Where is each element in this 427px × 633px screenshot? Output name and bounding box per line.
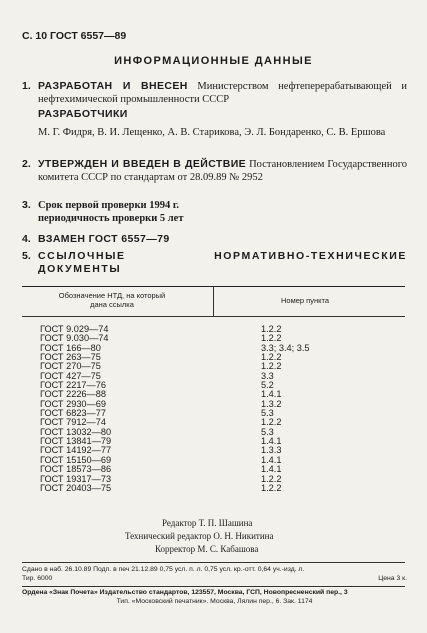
table-cell-ref: ГОСТ 270—75 — [40, 361, 101, 372]
table-column-divider — [213, 287, 214, 316]
section-1-number: 1. — [22, 80, 31, 92]
table-cell-ref: ГОСТ 2217—76 — [40, 380, 106, 391]
table-cell-clause: 3.3; 3.4; 3.5 — [261, 342, 310, 353]
table-cell-clause: 1.2.2 — [261, 473, 282, 484]
section-4 — [22, 233, 407, 246]
table-cell-ref: ГОСТ 13032—80 — [40, 426, 112, 437]
table-cell-ref: ГОСТ 427—75 — [40, 370, 101, 381]
table-cell-clause: 1.3.2 — [261, 398, 282, 409]
table-cell-clause: 1.4.1 — [261, 464, 282, 475]
section-3-number: 3. — [22, 199, 31, 211]
imprint-bottom-rule — [22, 586, 405, 587]
section-3-line-2: периодичность проверки 5 лет — [38, 213, 184, 224]
table-cell-clause: 3.3 — [261, 370, 274, 381]
section-4-heading: ВЗАМЕН ГОСТ 6557—79 — [38, 233, 170, 245]
table-cell-ref: ГОСТ 14192—77 — [40, 445, 112, 456]
section-3 — [22, 199, 407, 225]
section-3-line-1: Срок первой проверки 1994 г. — [38, 200, 180, 211]
developers-names: М. Г. Фидря, В. И. Лещенко, А. В. Старикова, Э. Л. Бондаренко, С. В. Ершова — [38, 127, 386, 138]
table-header-rule — [22, 316, 405, 317]
imprint-line-1: Сдано в наб. 26.10.89 Подп. в печ 21.12.89 0,75 усл. п. л. 0,75 усл. кр.-отт. 0,64 уч.-изд. л. — [22, 566, 305, 573]
section-5-heading: ССЫЛОЧНЫЕ НОРМАТИВНО-ТЕХНИЧЕСКИЕ ДОКУМЕНТЫ — [38, 250, 407, 275]
table-col1-values — [40, 325, 111, 493]
table-cell-ref: ГОСТ 15150—69 — [40, 454, 112, 465]
table-cell-clause: 1.4.1 — [261, 436, 282, 447]
table-col1-header: Обозначение НТД, на который дана ссылка — [58, 291, 166, 309]
table-cell-ref: ГОСТ 2930—69 — [40, 398, 106, 409]
proofreader-line: Корректор М. С. Кабашова — [155, 544, 259, 554]
developers-heading-block — [22, 108, 407, 121]
section-1-heading: РАЗРАБОТАН И ВНЕСЕН — [38, 80, 188, 92]
table-cell-clause: 1.4.1 — [261, 389, 282, 400]
table-cell-clause: 5.3 — [261, 426, 274, 437]
table-cell-ref: ГОСТ 2226—88 — [40, 389, 106, 400]
developers-block — [22, 126, 407, 139]
developers-heading: РАЗРАБОТЧИКИ — [38, 108, 128, 120]
table-cell-ref: ГОСТ 7912—74 — [40, 417, 106, 428]
table-cell-clause: 1.2.2 — [261, 352, 282, 363]
section-2 — [22, 158, 407, 184]
section-1 — [22, 80, 407, 106]
table-cell-clause: 1.2.2 — [261, 361, 282, 372]
credits-block — [0, 517, 427, 556]
table-cell-ref: ГОСТ 9.029—74 — [40, 324, 109, 334]
imprint-top-rule — [22, 562, 405, 563]
price: Цена 3 к. — [378, 575, 407, 582]
section-4-number: 4. — [22, 233, 31, 245]
table-cell-clause: 1.2.2 — [261, 333, 282, 344]
table-cell-clause: 1.2.2 — [261, 482, 282, 493]
table-cell-ref: ГОСТ 20403—75 — [40, 482, 112, 493]
publisher-line: Ордена «Знак Почета» Издательство стандартов, 123557, Москва, ГСП, Новопресненский пер., 3 — [22, 589, 348, 596]
section-2-text: Постановлением Государственного комитета СССР по стандартам от 28.09.89 № 2952 — [38, 159, 407, 183]
table-cell-ref: ГОСТ 9.030—74 — [40, 333, 109, 344]
table-cell-clause: 1.3.3 — [261, 445, 282, 456]
table-col2-values — [261, 325, 310, 493]
table-cell-clause: 1.2.2 — [261, 324, 282, 334]
imprint-line-2 — [22, 575, 407, 584]
table-col2-header: Номер пункта — [280, 296, 329, 305]
section-2-heading: УТВЕРЖДЕН И ВВЕДЕН В ДЕЙСТВИЕ — [38, 158, 247, 170]
tech-editor-line: Технический редактор О. Н. Никитина — [125, 531, 274, 541]
table-cell-ref: ГОСТ 166—80 — [40, 342, 101, 353]
page-header: С. 10 ГОСТ 6557—89 — [22, 30, 127, 42]
editor-line: Редактор Т. П. Шашина — [162, 518, 253, 528]
table-cell-ref: ГОСТ 18573—86 — [40, 464, 112, 475]
table-cell-ref: ГОСТ 6823—77 — [40, 408, 106, 419]
printer-line: Тип. «Московский печатник». Москва, Лялин пер., 6. Зак. 1174 — [116, 598, 313, 605]
section-1-text: Министерством нефтеперерабатывающей и нефтехимической промышленности СССР — [38, 81, 407, 105]
table-cell-clause: 5.3 — [261, 408, 274, 419]
table-cell-clause: 1.4.1 — [261, 454, 282, 465]
table-cell-ref: ГОСТ 13841—79 — [40, 436, 112, 447]
section-2-number: 2. — [22, 158, 31, 170]
table-cell-ref: ГОСТ 263—75 — [40, 352, 101, 363]
table-cell-clause: 1.2.2 — [261, 417, 282, 428]
table-cell-clause: 5.2 — [261, 380, 274, 391]
section-5 — [22, 250, 407, 276]
section-5-number: 5. — [22, 250, 31, 262]
print-run: Тир. 6000 — [22, 575, 53, 582]
table-cell-ref: ГОСТ 19317—73 — [40, 473, 112, 484]
document-title: ИНФОРМАЦИОННЫЕ ДАННЫЕ — [114, 55, 313, 67]
